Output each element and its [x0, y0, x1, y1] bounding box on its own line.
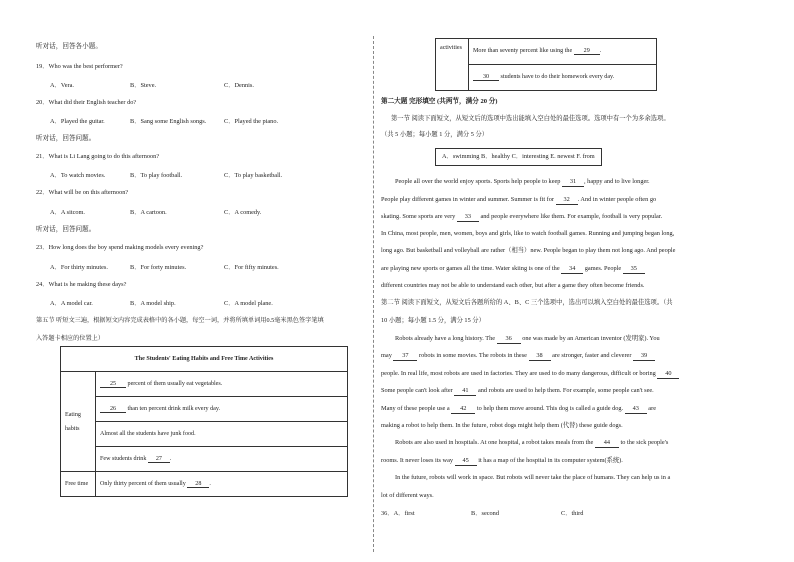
passage-2-line-6: making a robot to help them. In the future, robot dogs might help them (代替) these guide dogs.	[381, 422, 623, 429]
blank-41[interactable]: 41	[454, 386, 476, 396]
blank-34[interactable]: 34	[561, 264, 583, 274]
row-29-text: More than seventy percent like using the	[473, 48, 573, 54]
text: . And in winter people often go	[577, 196, 657, 203]
text: Robots already have a long history. The	[395, 335, 496, 342]
blank-27[interactable]: 27	[148, 456, 170, 463]
q19-option-a[interactable]: A．Vera.	[50, 82, 74, 89]
question-23: 23．How long does the boy spend making models every evening?	[36, 244, 204, 251]
passage-1-line-6	[381, 264, 645, 274]
blank-40[interactable]: 40	[657, 369, 679, 379]
passage-1-line-1	[395, 177, 650, 187]
habits-table	[60, 346, 348, 497]
instruction-listen-2: 听对话，回答问题。	[36, 135, 96, 142]
text: are stronger, faster and cleverer	[552, 352, 632, 359]
blank-44[interactable]: 44	[595, 438, 619, 448]
q24-option-b[interactable]: B．A model ship.	[130, 300, 176, 307]
q24-option-c[interactable]: C．A model plane.	[224, 300, 273, 307]
row-26-text: than ten percent drink milk every day.	[127, 405, 221, 412]
q20-option-c[interactable]: C．Played the piano.	[224, 118, 279, 125]
passage-2-line-2	[381, 351, 655, 361]
q23-option-b[interactable]: B．For forty minutes.	[130, 264, 187, 271]
q20-option-a[interactable]: A．Played the guitar.	[50, 118, 105, 125]
eating-label-line-2: habits	[65, 425, 80, 432]
blank-37[interactable]: 37	[393, 351, 417, 361]
q23-option-a[interactable]: A．For thirty minutes.	[50, 264, 108, 271]
blank-26[interactable]: 26	[100, 406, 126, 413]
table-row-29	[469, 39, 657, 65]
text: and people everywhere like them. For example, football is very popular.	[480, 213, 663, 220]
question-19: 19．Who was the best performer?	[36, 63, 123, 70]
eating-label-line-1: Eating	[65, 411, 81, 418]
text: are playing new sports or games all the time. Water skiing is one of the	[381, 265, 560, 272]
text: robots in some movies. The robots in these	[419, 352, 527, 359]
table-row-28	[96, 472, 348, 497]
text: Some people can't look after	[381, 387, 453, 394]
row-30-text: students have to do their homework every day.	[500, 74, 615, 80]
text: to help them move around. This dog is called a guide dog.	[476, 405, 624, 412]
options-box: A．swimming B．healthy C．interesting E. newest F. from	[435, 148, 602, 166]
q24-option-a[interactable]: A．A model car.	[50, 300, 93, 307]
q19-option-b[interactable]: B．Steve.	[130, 82, 157, 89]
section-5-instruction: 第五节 听短文三遍，根据短文内容完成表格中的各小题，每空一词，并将所填单词用0.5毫米黑色签字笔填	[36, 317, 324, 324]
passage-2-line-3	[381, 369, 679, 379]
passage-3-line-1	[395, 438, 668, 448]
section-2-instruction: 第二节 阅读下面短文，从短文后各题所给的 A、B、C 三个选项中，选出可以填入空白处的最佳选项。（共	[381, 299, 673, 306]
row-27-end: .	[169, 455, 172, 462]
free-time-label: Free time	[61, 472, 96, 497]
text: one was made by an American inventor (发明家). You	[522, 335, 660, 342]
text: and robots are used to help them. For example, some people can't see.	[477, 387, 654, 394]
question-20: 20．What did their English teacher do?	[36, 99, 137, 106]
blank-29[interactable]: 29	[574, 48, 600, 55]
blank-32[interactable]: 32	[556, 195, 578, 205]
blank-45[interactable]: 45	[455, 456, 477, 466]
blank-42[interactable]: 42	[451, 404, 475, 414]
activities-label: activities	[436, 39, 469, 91]
text: People play different games in winter and summer. Summer is fit for	[381, 196, 555, 203]
table-row-30	[469, 65, 657, 91]
text: , happy and to live longer.	[584, 178, 650, 185]
q19-option-c[interactable]: C．Dennis.	[224, 82, 254, 89]
section-1-instruction: 第一节 阅读下面短文，从短文后的选项中选出能填入空白处的最佳选项。选项中有一个为多余选项。	[391, 115, 670, 122]
text: may	[381, 352, 392, 359]
text: skating. Some sports are very	[381, 213, 456, 220]
section-5-instruction-cont: 入答题卡相应的位置上）	[36, 335, 105, 342]
q22-option-a[interactable]: A．A sitcom.	[50, 209, 85, 216]
passage-3-line-2	[381, 456, 623, 466]
text: it has a map of the hospital in its computer system(系统).	[478, 457, 623, 464]
passage-2-line-5	[381, 404, 656, 414]
row-29-end: .	[599, 48, 602, 54]
q21-option-b[interactable]: B．To play football.	[130, 172, 183, 179]
passage-1-line-2	[381, 195, 656, 205]
passage-4-line-1: In the future, robots will work in space. But robots will never take the place of humans. They can help us in a	[395, 474, 671, 481]
part-2-title: 第二大题 完形填空 (共两节，满分 20 分)	[381, 98, 498, 105]
blank-33[interactable]: 33	[457, 212, 479, 222]
blank-35[interactable]: 35	[623, 264, 645, 274]
row-27-text: Few students drink	[100, 455, 147, 462]
column-divider	[373, 36, 374, 552]
q36-option-b[interactable]: B．second	[471, 510, 499, 517]
q36-option-a[interactable]: 36．A．first	[381, 510, 415, 517]
q20-option-b[interactable]: B．Sang some English songs.	[130, 118, 207, 125]
q22-option-b[interactable]: B．A cartoon.	[130, 209, 167, 216]
instruction-listen-3: 听对话，回答问题。	[36, 226, 96, 233]
blank-28[interactable]: 28	[187, 481, 209, 488]
text: games. People	[584, 265, 622, 272]
section-1-instruction-cont: （共 5 小题；每小题 1 分，满分 5 分）	[381, 131, 489, 138]
table-title: The Students' Eating Habits and Free Time Activities	[61, 347, 348, 372]
text: are	[648, 405, 656, 412]
passage-4-line-2: lot of different ways.	[381, 492, 434, 499]
passage-1-line-5: long ago. But basketball and volleyball are rather（相当）new. People began to play them not long ago. And people	[381, 247, 676, 254]
text: Robots are also used in hospitals. At one hospital, a robot takes meals from the	[395, 439, 594, 446]
blank-39[interactable]: 39	[633, 351, 655, 361]
instruction-listen-1: 听对话，回答各小题。	[36, 43, 102, 50]
text: to the sick people's	[620, 439, 669, 446]
question-21: 21．What is Li Lang going to do this afternoon?	[36, 153, 160, 160]
table-row-25	[96, 372, 348, 397]
eating-habits-label	[61, 372, 96, 472]
blank-31[interactable]: 31	[562, 177, 584, 187]
q22-option-c[interactable]: C．A comedy.	[224, 209, 262, 216]
table-row-junk-food: Almost all the students have junk food.	[96, 422, 348, 447]
blank-38[interactable]: 38	[529, 351, 551, 361]
question-22: 22．What will be on this afternoon?	[36, 189, 129, 196]
blank-30[interactable]: 30	[473, 74, 499, 81]
table-row-27	[96, 447, 348, 472]
text: Many of these people use a	[381, 405, 450, 412]
q21-option-a[interactable]: A．To watch movies.	[50, 172, 106, 179]
question-24: 24．What is he making these days?	[36, 281, 127, 288]
row-28-text: Only thirty percent of them usually	[100, 480, 186, 487]
passage-1-line-4: In China, most people, men, women, boys and girls, like to watch football games. Running and jumping began long,	[381, 230, 675, 237]
passage-1-line-7: different countries may not be able to understand each other, but after a game they often become friends.	[381, 282, 645, 289]
row-28-end: .	[209, 480, 211, 487]
q21-option-c[interactable]: C．To play basketball.	[224, 172, 283, 179]
row-25-text: percent of them usually eat vegetables.	[127, 380, 223, 387]
habits-table-continued	[435, 38, 657, 91]
table-row-26	[96, 397, 348, 422]
q23-option-c[interactable]: C．For fifty minutes.	[224, 264, 279, 271]
passage-2-line-4	[381, 386, 654, 396]
text: people. In real life, most robots are used in factories. They are used to do many dangerous, difficult or boring	[381, 370, 656, 377]
blank-36[interactable]: 36	[497, 334, 521, 344]
section-2-instruction-cont: 10 小题；每小题 1.5 分，满分 15 分）	[381, 317, 485, 324]
passage-1-line-3	[381, 212, 662, 222]
passage-2-line-1	[395, 334, 660, 344]
blank-43[interactable]: 43	[625, 404, 647, 414]
q36-option-c[interactable]: C．third	[561, 510, 584, 517]
text: rooms. It never loses its way	[381, 457, 454, 464]
blank-25[interactable]: 25	[100, 381, 126, 388]
text: People all over the world enjoy sports. Sports help people to keep	[395, 178, 561, 185]
